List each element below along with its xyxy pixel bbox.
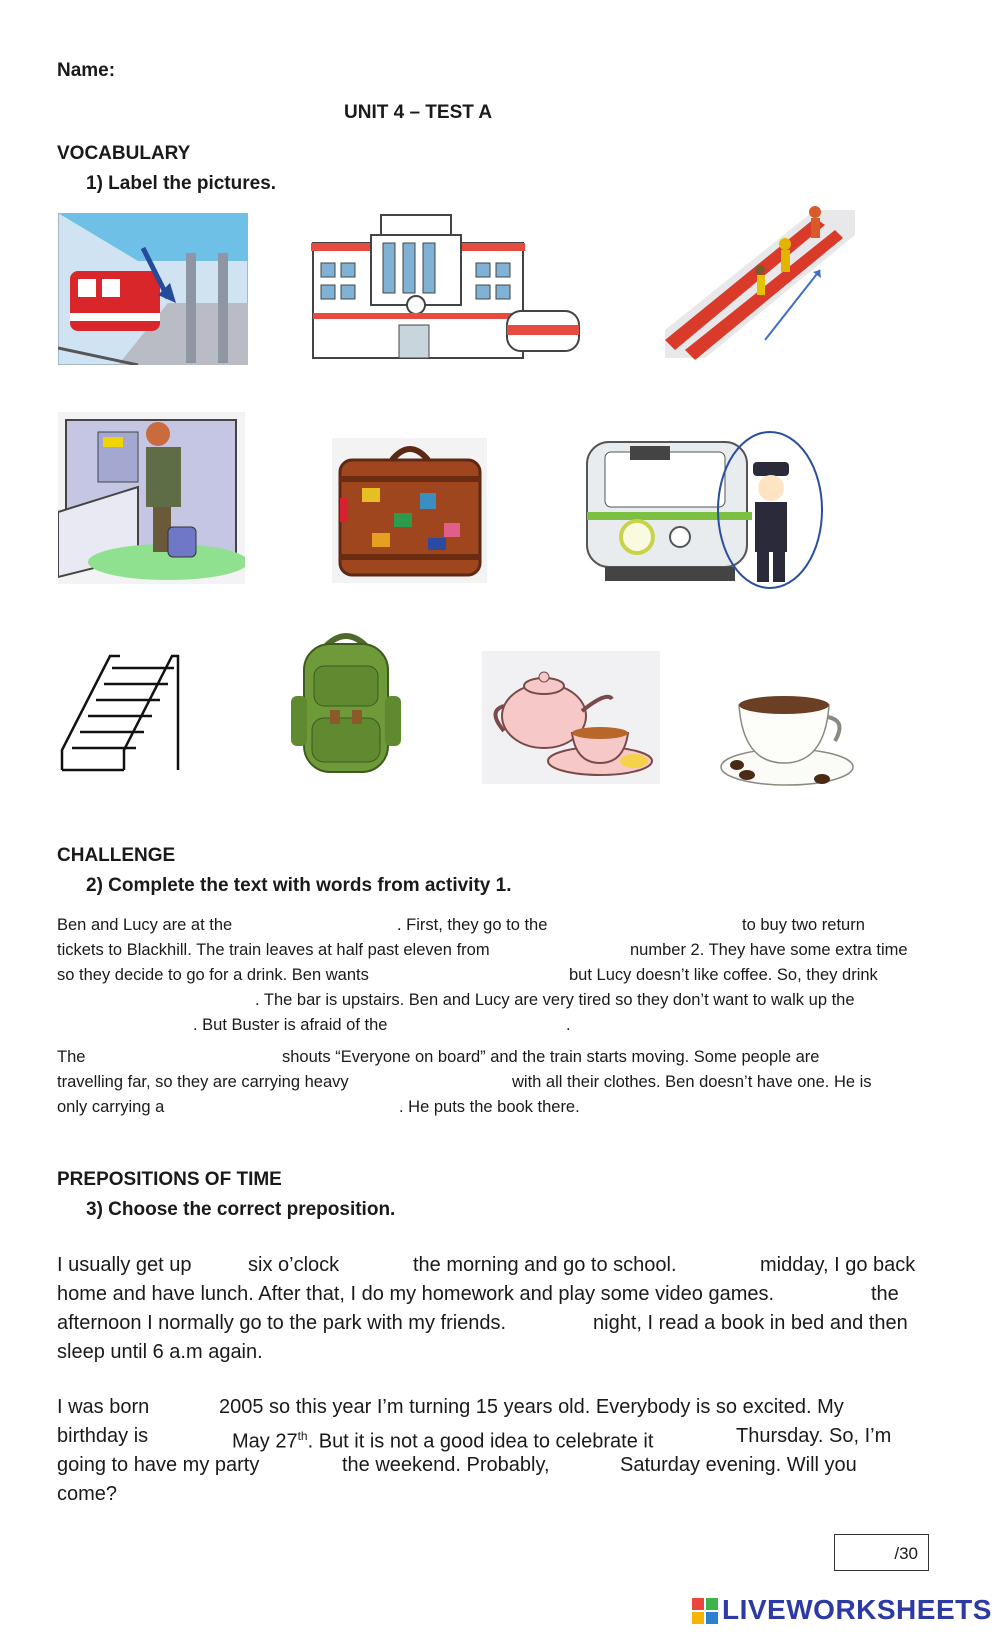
backpack-icon	[286, 626, 406, 776]
text-fragment: the weekend. Probably,	[342, 1454, 550, 1476]
text-fragment: but Lucy doesn’t like coffee. So, they drink	[569, 966, 878, 984]
challenge-instruction: 2) Complete the text with words from activity 1.	[86, 875, 512, 896]
text-fragment: shouts “Everyone on board” and the train starts moving. Some people are	[282, 1048, 820, 1066]
text-fragment: I was born	[57, 1396, 150, 1418]
text-fragment: Thursday. So, I’m	[736, 1425, 892, 1447]
page-title: UNIT 4 – TEST A	[344, 102, 493, 123]
suitcase-icon	[332, 438, 487, 583]
stairs-icon	[60, 652, 180, 774]
platform-icon	[58, 213, 248, 365]
ticket-office-icon	[58, 412, 245, 584]
text-fragment: .	[566, 1016, 571, 1034]
text-fragment: the	[871, 1283, 899, 1305]
text-fragment: 2005 so this year I’m turning 15 years old. Everybody is so excited. My	[219, 1396, 844, 1418]
text-fragment: Ben and Lucy are at the	[57, 916, 233, 934]
tea-icon	[482, 651, 660, 784]
text-fragment: tickets to Blackhill. The train leaves at half past eleven from	[57, 941, 490, 959]
conductor-icon	[585, 422, 830, 592]
text-fragment: birthday is	[57, 1425, 149, 1447]
liveworksheets-logo-icon	[692, 1598, 718, 1624]
text-fragment: . First, they go to the	[397, 916, 548, 934]
text-fragment: the morning and go to school.	[413, 1254, 677, 1276]
text-fragment: night, I read a book in bed and then	[593, 1312, 908, 1334]
text-fragment: . But Buster is afraid of the	[193, 1016, 388, 1034]
text-fragment: I usually get up	[57, 1254, 192, 1276]
text-fragment: . He puts the book there.	[399, 1098, 580, 1116]
text-fragment: number 2. They have some extra time	[630, 941, 908, 959]
text-fragment: sleep until 6 a.m again.	[57, 1341, 263, 1363]
escalator-icon	[665, 200, 855, 365]
text-fragment: come?	[57, 1483, 118, 1505]
text-fragment: so they decide to go for a drink. Ben wants	[57, 966, 369, 984]
text-fragment: midday, I go back	[760, 1254, 916, 1276]
text-fragment: home and have lunch. After that, I do my homework and play some video games.	[57, 1283, 775, 1305]
name-label: Name:	[57, 60, 116, 81]
text-fragment: to buy two return	[742, 916, 865, 934]
text-fragment: afternoon I normally go to the park with my friends.	[57, 1312, 507, 1334]
vocabulary-heading: VOCABULARY	[57, 143, 191, 164]
text-fragment: travelling far, so they are carrying heavy	[57, 1073, 349, 1091]
challenge-heading: CHALLENGE	[57, 845, 176, 866]
text-fragment: going to have my party	[57, 1454, 260, 1476]
vocabulary-instruction: 1) Label the pictures.	[86, 173, 277, 194]
text-fragment: Saturday evening. Will you	[620, 1454, 857, 1476]
text-fragment: The	[57, 1048, 86, 1066]
text-fragment: . The bar is upstairs. Ben and Lucy are very tired so they don’t want to walk up the	[255, 991, 855, 1009]
text-fragment: only carrying a	[57, 1098, 165, 1116]
station-icon	[311, 213, 581, 363]
coffee-icon	[717, 685, 855, 790]
text-fragment: six o’clock	[248, 1254, 340, 1276]
footer-brand: LIVEWORKSHEETS	[722, 1594, 992, 1625]
text-fragment: . But it is not a good idea to celebrate it	[307, 1430, 654, 1453]
score-box: /30	[834, 1534, 929, 1571]
text-fragment: May 27	[232, 1430, 298, 1453]
prepositions-instruction: 3) Choose the correct preposition.	[86, 1199, 396, 1220]
prepositions-heading: PREPOSITIONS OF TIME	[57, 1169, 282, 1190]
superscript: th	[297, 1429, 308, 1443]
text-fragment: with all their clothes. Ben doesn’t have one. He is	[512, 1073, 872, 1091]
